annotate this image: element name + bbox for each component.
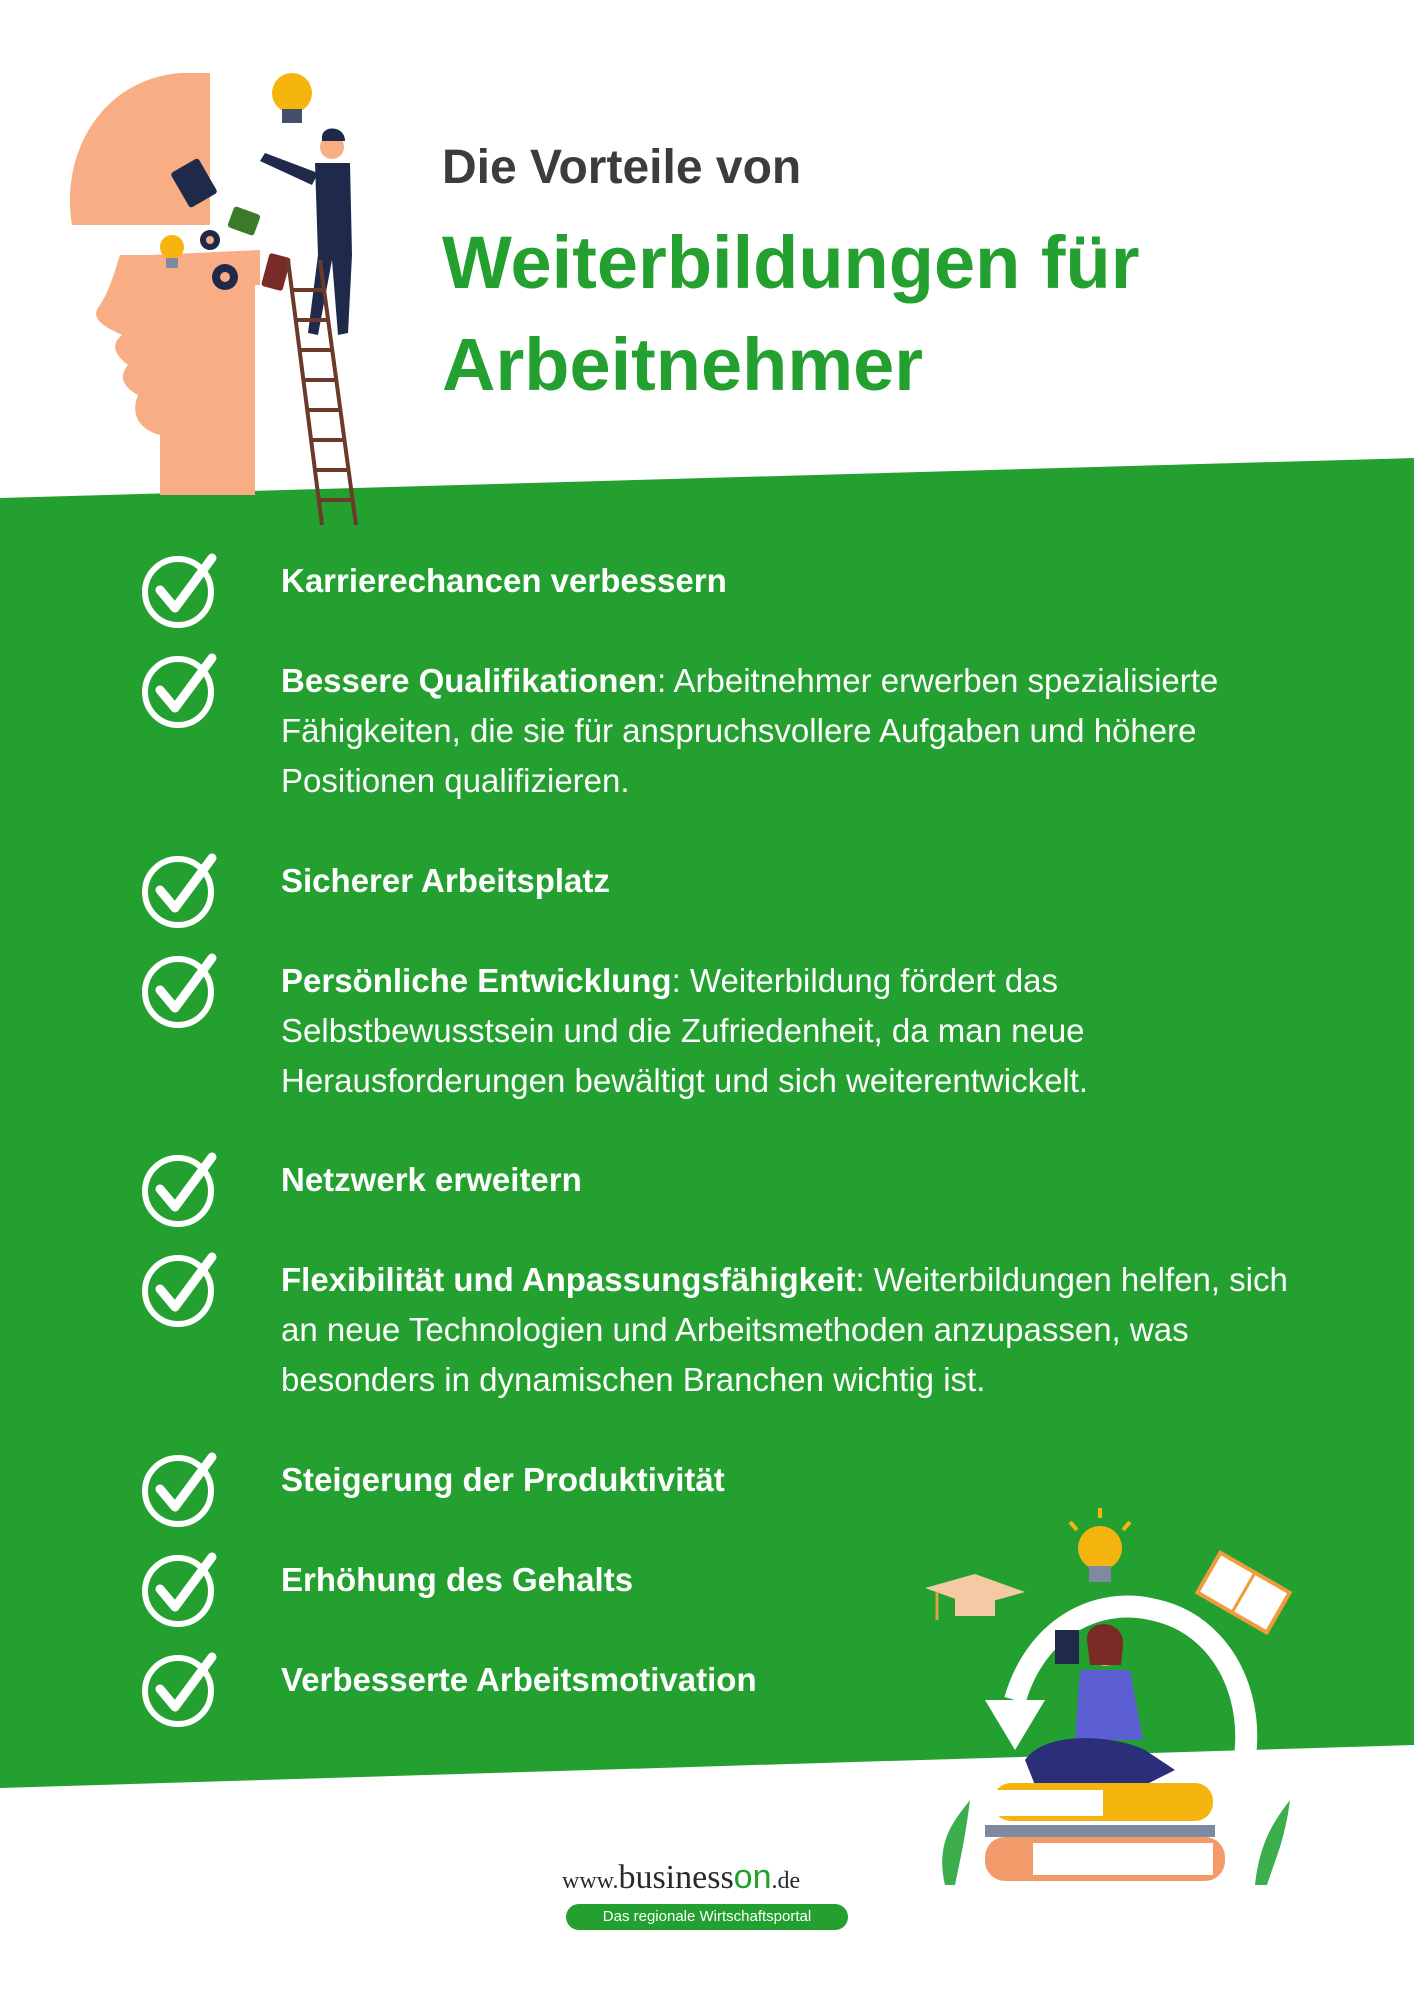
- logo-tagline: Das regionale Wirtschaftsportal: [566, 1904, 848, 1930]
- benefit-title: Flexibilität und Anpassungsfähigkeit: [281, 1261, 856, 1298]
- check-circle-icon: [140, 650, 220, 730]
- plant-left: [942, 1800, 970, 1885]
- check-circle-icon: [140, 1449, 220, 1529]
- arrow-head: [985, 1700, 1045, 1750]
- check-circle-icon: [140, 550, 220, 630]
- benefit-title: Bessere Qualifikationen: [281, 662, 657, 699]
- book-icon: [1197, 1553, 1289, 1633]
- plant-right: [1255, 1800, 1290, 1885]
- check-circle-icon: [140, 1649, 220, 1729]
- check-circle-icon: [140, 1149, 220, 1229]
- logo-de: .de: [771, 1868, 801, 1894]
- benefit-description: : Weiterbildung fördert das Selbstbewusstsein und die Zufriedenheit, da man neue Herausforderungen bewältigt und sich weiterentwickelt.: [281, 962, 1089, 1099]
- logo-www: www.: [562, 1868, 619, 1894]
- benefit-description: : Weiterbildungen helfen, sich an neue Technologien und Arbeitsmethoden anzupassen, was besonders in dynamischen Branchen wichtig ist.: [281, 1261, 1288, 1398]
- benefit-description: : Arbeitnehmer erwerben spezialisierte Fähigkeiten, die sie für anspruchsvollere Aufgaben und höhere Positionen qualifizieren.: [281, 662, 1219, 799]
- logo-business: business: [618, 1859, 734, 1896]
- benefit-title: Sicherer Arbeitsplatz: [281, 862, 610, 899]
- check-circle-icon: [140, 950, 220, 1030]
- lightbulb-icon: [1070, 1508, 1130, 1582]
- title-line-1: Weiterbildungen für: [442, 221, 1140, 304]
- benefit-title: Netzwerk erweitern: [281, 1161, 582, 1198]
- check-circle-icon: [140, 1249, 220, 1329]
- benefit-title: Karrierechancen verbessern: [281, 562, 727, 599]
- check-circle-icon: [140, 850, 220, 930]
- benefit-title: Erhöhung des Gehalts: [281, 1561, 634, 1598]
- benefit-title: Steigerung der Produktivität: [281, 1461, 725, 1498]
- title-line-2: Arbeitnehmer: [442, 323, 924, 406]
- check-circle-icon: [140, 1549, 220, 1629]
- title-prefix: Die Vorteile von: [442, 141, 802, 194]
- logo-on: on: [733, 1858, 772, 1896]
- benefit-title: Verbesserte Arbeitsmotivation: [281, 1661, 757, 1698]
- businesson-logo[interactable]: [562, 1858, 852, 1940]
- reading-woman-illustration: [915, 1500, 1295, 1900]
- graduation-cap-icon: [925, 1574, 1025, 1620]
- benefit-title: Persönliche Entwicklung: [281, 962, 672, 999]
- book-stack: [985, 1783, 1225, 1881]
